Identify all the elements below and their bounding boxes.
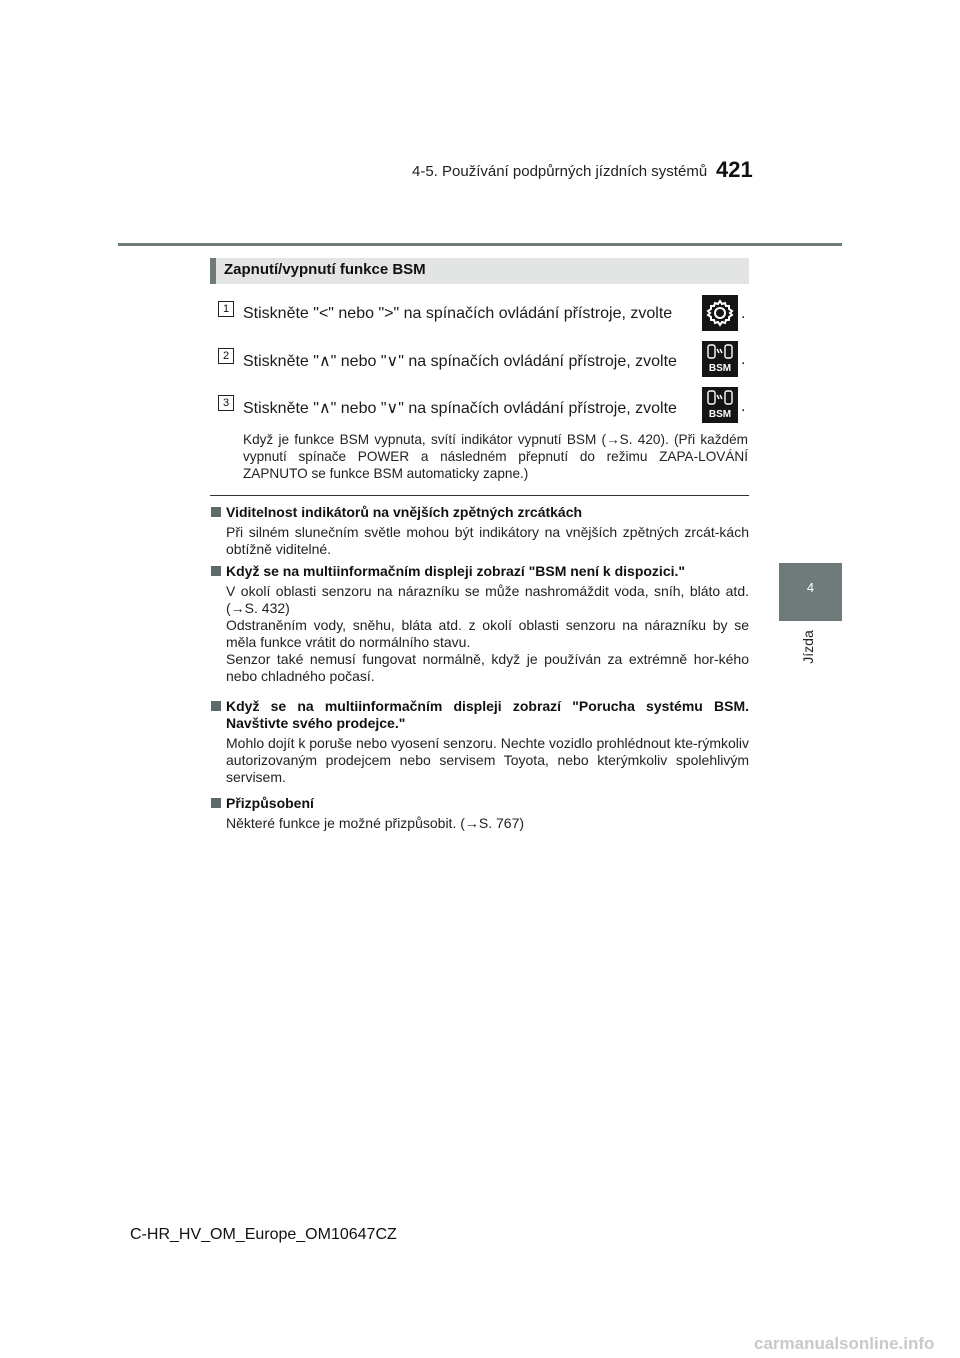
step-text: Stiskněte "∧" nebo "∨" na spínačích ovládání přístroje, zvolte bbox=[243, 353, 677, 370]
section-divider bbox=[210, 495, 749, 496]
step-end: . bbox=[741, 305, 746, 322]
info-item-paragraph: Mohlo dojít k poruše nebo vyosení senzoru. Nechte vozidlo prohlédnout kte-rýmkoliv autorizovaným prodejcem nebo servisem Toyota, nebo kterýmkoliv spolehlivým servisem. bbox=[226, 735, 749, 785]
info-item-title-text: Přizpůsobení bbox=[226, 795, 314, 811]
info-item-paragraph: V okolí oblasti senzoru na nárazníku se může nashromáždit voda, sníh, bláto atd. (→S. 432) bbox=[226, 583, 749, 616]
info-item-paragraph: Některé funkce je možné přizpůsobit. (→S. 767) bbox=[226, 815, 525, 831]
section-heading bbox=[210, 258, 749, 284]
info-item-paragraph: Odstraněním vody, sněhu, bláta atd. z okolí oblasti senzoru na nárazníku by se měla funkce vrátit do normálního stavu. bbox=[226, 617, 749, 650]
info-item-title bbox=[209, 698, 749, 732]
chapter-tab bbox=[779, 563, 842, 621]
step-number-box: 1 bbox=[218, 301, 234, 317]
step-end: . bbox=[741, 398, 746, 415]
section-heading-text: Zapnutí/vypnutí funkce BSM bbox=[224, 261, 426, 278]
bullet-square-icon bbox=[211, 701, 221, 711]
chapter-name bbox=[788, 630, 828, 664]
page-number: 421 bbox=[716, 157, 753, 182]
info-item bbox=[209, 563, 749, 685]
info-item bbox=[209, 504, 749, 558]
svg-text:BSM: BSM bbox=[708, 409, 732, 420]
bsm-icon bbox=[702, 341, 738, 377]
step-number-box: 2 bbox=[218, 348, 234, 364]
bullet-square-icon bbox=[211, 798, 221, 808]
info-item-title bbox=[209, 563, 749, 580]
section-heading-bar bbox=[210, 258, 216, 284]
header-rule bbox=[118, 243, 842, 246]
info-item-title bbox=[209, 504, 749, 521]
chapter-number: 4 bbox=[806, 580, 815, 595]
svg-text:BSM: BSM bbox=[708, 363, 732, 374]
info-item bbox=[209, 795, 749, 832]
document-code: C-HR_HV_OM_Europe_OM10647CZ bbox=[130, 1226, 397, 1243]
step-text: Stiskněte "<" nebo ">" na spínačích ovládání přístroje, zvolte bbox=[243, 305, 673, 322]
step-end: . bbox=[741, 351, 746, 368]
info-item-title bbox=[209, 795, 749, 812]
bsm-icon bbox=[702, 387, 738, 423]
info-item-title-text: Když se na multiinformačním displeji zobrazí "Porucha systému BSM. Navštivte svého prodejce." bbox=[226, 698, 749, 731]
step-text: Stiskněte "∧" nebo "∨" na spínačích ovládání přístroje, zvolte bbox=[243, 400, 677, 417]
bullet-square-icon bbox=[211, 507, 221, 517]
chapter-name-text: Jízda bbox=[800, 630, 816, 664]
gear-settings-icon bbox=[702, 295, 738, 331]
bsm-off-note: Když je funkce BSM vypnuta, svítí indikátor vypnutí BSM (→S. 420). (Při každém vypnutí spínače POWER a následném přepnutí do režimu ZAPA-LOVÁNÍ ZAPNUTO se funkce BSM automaticky zapne.) bbox=[243, 432, 748, 481]
header-section-title: 4-5. Používání podpůrných jízdních systémů bbox=[412, 163, 708, 180]
watermark: carmanualsonline.info bbox=[754, 1334, 935, 1353]
step-number-box: 3 bbox=[218, 395, 234, 411]
bullet-square-icon bbox=[211, 566, 221, 576]
info-item bbox=[209, 698, 749, 786]
info-item-paragraph: Senzor také nemusí fungovat normálně, když je používán za extrémně hor-kého nebo chladného počasí. bbox=[226, 651, 749, 684]
info-item-title-text: Když se na multiinformačním displeji zobrazí "BSM není k dispozici." bbox=[226, 563, 686, 579]
info-item-paragraph: Při silném slunečním světle mohou být indikátory na vnějších zpětných zrcát-kách obtížně viditelné. bbox=[226, 524, 749, 557]
info-item-title-text: Viditelnost indikátorů na vnějších zpětných zrcátkách bbox=[226, 504, 583, 520]
